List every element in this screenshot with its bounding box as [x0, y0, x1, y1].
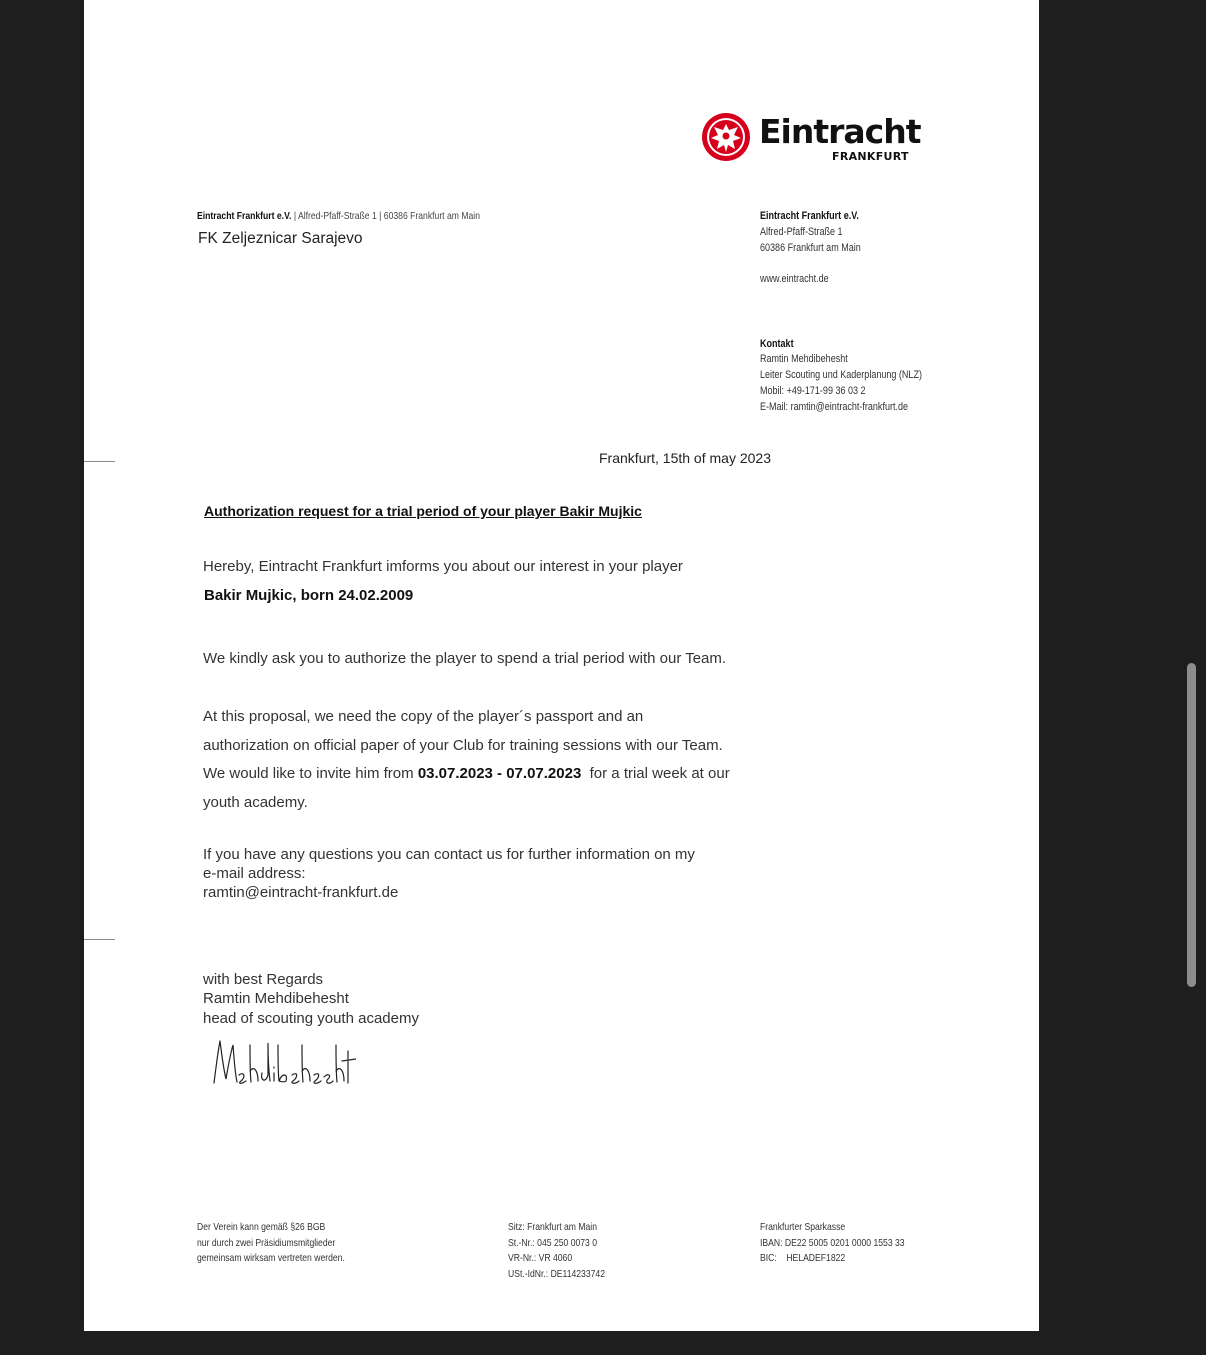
- document-page: [84, 0, 1039, 1331]
- letter-date: Frankfurt, 15th of may 2023: [599, 450, 771, 466]
- letter-subject: Authorization request for a trial period of your player Bakir Mujkic: [204, 503, 642, 519]
- recipient: FK Zeljeznicar Sarajevo: [198, 230, 363, 247]
- body-player: Bakir Mujkic, born 24.02.2009: [204, 587, 414, 604]
- sender-line: [197, 210, 480, 222]
- logo-wordmark: Eintracht: [759, 112, 921, 151]
- footer-col-legal: Der Verein kann gemäß §26 BGB nur durch zwei Präsidiumsmitglieder gemeinsam wirksam vertreten werden.: [197, 1221, 345, 1264]
- footer-col-bank: Frankfurter Sparkasse IBAN: DE22 5005 0201 0000 1553 33 BIC: HELADEF1822: [760, 1221, 905, 1264]
- fold-mark-bottom: [84, 939, 115, 940]
- body-intro: Hereby, Eintracht Frankfurt imforms you about our interest in your player: [203, 558, 683, 575]
- fold-mark-top: [84, 461, 115, 462]
- body-proposal-line-2: authorization on official paper of your Club for training sessions with our Team.: [203, 737, 723, 754]
- eagle-emblem-icon: [701, 112, 751, 162]
- body-request: We kindly ask you to authorize the player to spend a trial period with our Team.: [203, 650, 727, 667]
- contact-role: Leiter Scouting und Kaderplanung (NLZ): [760, 369, 922, 381]
- handwritten-signature: [206, 1037, 356, 1089]
- body-email: ramtin@eintracht-frankfurt.de: [203, 884, 399, 899]
- side-website: www.eintracht.de: [760, 273, 829, 285]
- sender-club: Eintracht Frankfurt e.V.: [197, 210, 292, 222]
- body-invite-line: We would like to invite him from 03.07.2023 - 07.07.2023 for a trial week at our: [203, 765, 730, 782]
- body-questions-line-1: If you have any questions you can contact us for further information on my: [203, 846, 695, 863]
- body-proposal-line-1: At this proposal, we need the copy of the player´s passport and an: [203, 708, 644, 725]
- body-questions-line-2: e-mail address:: [203, 865, 306, 882]
- contact-heading: Kontakt: [760, 338, 794, 350]
- logo-subtitle: FRANKFURT: [832, 150, 909, 163]
- vertical-scrollbar[interactable]: [1187, 663, 1196, 987]
- side-city: 60386 Frankfurt am Main: [760, 242, 861, 254]
- closing-name: Ramtin Mehdibehesht: [203, 990, 349, 1007]
- body-invite-end: youth academy.: [203, 794, 308, 811]
- side-street: Alfred-Pfaff-Straße 1: [760, 226, 843, 238]
- contact-mobile: Mobil: +49-171-99 36 03 2: [760, 385, 866, 397]
- sender-address: | Alfred-Pfaff-Straße 1 | 60386 Frankfurt am Main: [291, 210, 480, 222]
- side-club-name: Eintracht Frankfurt e.V.: [760, 210, 859, 222]
- footer-col-registry: Sitz: Frankfurt am Main St.-Nr.: 045 250 0073 0 VR-Nr.: VR 4060 USt.-IdNr.: DE114233742: [508, 1221, 606, 1280]
- contact-email: E-Mail: ramtin@eintracht-frankfurt.de: [760, 401, 909, 413]
- invite-dates: 03.07.2023 - 07.07.2023: [417, 765, 582, 782]
- closing-regards: with best Regards: [203, 971, 324, 988]
- closing-title: head of scouting youth academy: [203, 1010, 419, 1027]
- contact-name: Ramtin Mehdibehesht: [760, 353, 848, 365]
